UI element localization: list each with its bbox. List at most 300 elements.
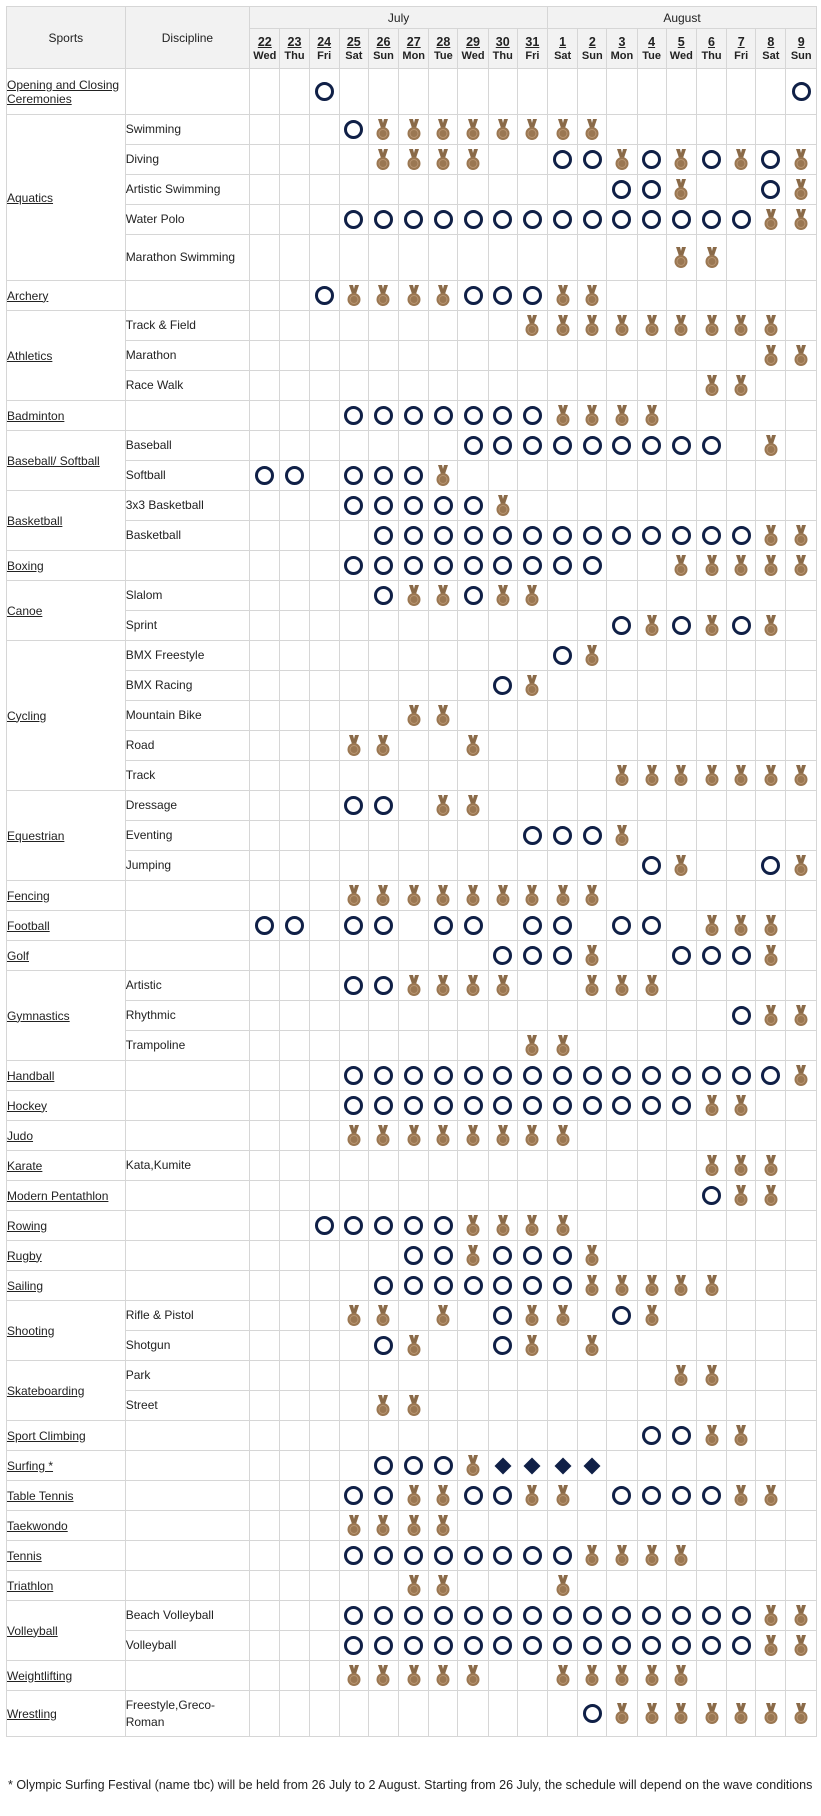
day-number-link[interactable]: 3 [618, 34, 626, 49]
sport-link[interactable]: Sailing [7, 1278, 44, 1293]
event-ring-icon [583, 1606, 602, 1625]
day-cell [607, 1301, 637, 1331]
medal-icon [763, 1005, 779, 1027]
day-cell [429, 1031, 458, 1061]
day-number-link[interactable]: 22 [257, 34, 272, 49]
medal-icon [763, 1703, 779, 1725]
day-cell [548, 911, 578, 941]
day-cell [607, 1661, 637, 1691]
sport-link[interactable]: Archery [7, 288, 49, 303]
medal-icon [763, 1605, 779, 1627]
day-cell [578, 1001, 607, 1031]
day-cell [368, 175, 398, 205]
day-cell [696, 1031, 726, 1061]
day-cell [727, 341, 756, 371]
day-cell [756, 1361, 786, 1391]
day-cell [756, 611, 786, 641]
schedule-row [7, 175, 817, 205]
day-cell [578, 1241, 607, 1271]
medal-icon [793, 149, 809, 171]
day-cell [666, 941, 696, 971]
day-cell [339, 205, 368, 235]
day-number-link[interactable]: 8 [767, 34, 775, 49]
day-cell [458, 1181, 488, 1211]
day-cell [458, 791, 488, 821]
day-cell [309, 1421, 339, 1451]
event-ring-icon [642, 150, 661, 169]
day-cell [368, 521, 398, 551]
day-cell [548, 941, 578, 971]
schedule-row [7, 701, 817, 731]
day-cell [399, 311, 429, 341]
event-ring-icon [523, 1246, 542, 1265]
day-cell [548, 1271, 578, 1301]
medal-icon [375, 1125, 391, 1147]
event-ring-icon [642, 1636, 661, 1655]
sport-cell [7, 911, 126, 941]
day-cell [429, 1601, 458, 1631]
medal-icon [763, 345, 779, 367]
sport-cell [7, 941, 126, 971]
day-cell [280, 1541, 309, 1571]
medal-icon [763, 525, 779, 547]
day-cell [280, 851, 309, 881]
day-cell [458, 1331, 488, 1361]
schedule-row [7, 1031, 817, 1061]
day-cell [399, 341, 429, 371]
day-cell [637, 581, 666, 611]
day-cell [637, 851, 666, 881]
day-cell [429, 1091, 458, 1121]
sport-link[interactable]: Taekwondo [7, 1518, 68, 1533]
discipline-cell [125, 1271, 250, 1301]
event-ring-icon [553, 210, 572, 229]
day-cell [607, 1091, 637, 1121]
discipline-cell: Shotgun [125, 1331, 250, 1361]
event-ring-icon [464, 556, 483, 575]
sport-link[interactable]: Triathlon [7, 1578, 54, 1593]
day-cell [607, 341, 637, 371]
medal-icon [644, 975, 660, 997]
day-cell [548, 1631, 578, 1661]
day-cell [458, 431, 488, 461]
day-number-link[interactable]: 25 [346, 34, 361, 49]
day-cell [368, 1361, 398, 1391]
day-cell [696, 341, 726, 371]
day-cell [309, 521, 339, 551]
day-cell [696, 175, 726, 205]
sport-link[interactable]: Table Tennis [7, 1488, 74, 1503]
sport-link[interactable]: Boxing [7, 558, 44, 573]
medal-icon [763, 945, 779, 967]
day-cell [696, 1481, 726, 1511]
sport-link[interactable]: Aquatics [7, 190, 54, 205]
event-ring-icon [493, 556, 512, 575]
day-cell [696, 235, 726, 281]
day-cell [368, 1541, 398, 1571]
day-cell [517, 1121, 547, 1151]
sport-link[interactable]: Cycling [7, 708, 47, 723]
day-cell [666, 971, 696, 1001]
medal-icon [763, 1185, 779, 1207]
day-cell [368, 371, 398, 401]
day-cell [727, 115, 756, 145]
sport-link[interactable]: Judo [7, 1128, 34, 1143]
day-cell [280, 971, 309, 1001]
day-cell [696, 641, 726, 671]
day-cell [250, 175, 280, 205]
day-cell [517, 1001, 547, 1031]
event-ring-icon [672, 1426, 691, 1445]
day-cell [548, 851, 578, 881]
sport-link[interactable]: Skateboarding [7, 1383, 85, 1398]
day-cell [666, 881, 696, 911]
day-cell [280, 1451, 309, 1481]
sport-cell [7, 1481, 126, 1511]
sport-link[interactable]: Tennis [7, 1548, 42, 1563]
medal-icon [733, 1703, 749, 1725]
day-cell [696, 1631, 726, 1661]
day-cell [517, 1241, 547, 1271]
discipline-cell: Swimming [125, 115, 250, 145]
discipline-cell [125, 401, 250, 431]
day-cell [637, 1511, 666, 1541]
medal-icon [733, 1095, 749, 1117]
day-cell [637, 115, 666, 145]
day-cell [666, 461, 696, 491]
medal-icon [763, 1635, 779, 1657]
day-of-week: Tue [434, 49, 453, 62]
event-ring-icon [404, 1276, 423, 1295]
day-cell [578, 1091, 607, 1121]
day-cell [786, 1121, 817, 1151]
medal-icon [793, 855, 809, 877]
day-cell [727, 1091, 756, 1121]
day-cell [368, 791, 398, 821]
day-cell [578, 175, 607, 205]
day-cell [458, 341, 488, 371]
sport-link[interactable]: Badminton [7, 408, 65, 423]
day-cell [786, 69, 817, 115]
day-cell [399, 521, 429, 551]
sport-link[interactable]: Karate [7, 1158, 43, 1173]
day-cell [786, 1661, 817, 1691]
day-cell [637, 401, 666, 431]
sport-link[interactable]: Surfing * [7, 1458, 54, 1473]
medal-icon [733, 765, 749, 787]
schedule-row [7, 521, 817, 551]
day-cell [458, 1211, 488, 1241]
sport-link[interactable]: Gymnastics [7, 1008, 70, 1023]
medal-icon [555, 1575, 571, 1597]
day-cell [666, 731, 696, 761]
day-cell [429, 1151, 458, 1181]
day-cell [607, 881, 637, 911]
medal-icon [763, 615, 779, 637]
day-cell [727, 941, 756, 971]
day-of-week: Wed [253, 49, 277, 62]
day-cell [607, 1061, 637, 1091]
day-cell [517, 1091, 547, 1121]
day-cell [607, 611, 637, 641]
day-cell [727, 401, 756, 431]
discipline-cell: Artistic Swimming [125, 175, 250, 205]
day-cell [637, 1391, 666, 1421]
day-number-link[interactable]: 30 [495, 34, 510, 49]
day-cell [309, 1391, 339, 1421]
olympic-schedule-table [6, 6, 817, 1737]
day-cell [578, 1391, 607, 1421]
day-cell [280, 1481, 309, 1511]
day-cell [578, 881, 607, 911]
day-cell [280, 1421, 309, 1451]
day-cell [429, 1361, 458, 1391]
day-cell [756, 1631, 786, 1661]
day-of-week: Tue [642, 49, 661, 62]
sport-link[interactable]: Shooting [7, 1323, 55, 1338]
sport-link[interactable]: Wrestling [7, 1706, 57, 1721]
day-cell [517, 1631, 547, 1661]
sport-link[interactable]: Football [7, 918, 50, 933]
discipline-cell: Race Walk [125, 371, 250, 401]
sport-link[interactable]: Fencing [7, 888, 50, 903]
sport-link[interactable]: Handball [7, 1068, 55, 1083]
discipline-cell: Track & Field [125, 311, 250, 341]
discipline-cell [125, 1511, 250, 1541]
day-of-week: Fri [525, 49, 540, 62]
day-cell [548, 205, 578, 235]
day-cell [399, 175, 429, 205]
schedule-row [7, 791, 817, 821]
day-cell [637, 971, 666, 1001]
day-cell [548, 1421, 578, 1451]
sport-link[interactable]: Opening and Closing Ceremonies [7, 77, 120, 106]
day-cell [458, 205, 488, 235]
day-of-week: Fri [317, 49, 332, 62]
medal-icon [763, 209, 779, 231]
day-cell [786, 1061, 817, 1091]
day-cell [666, 1601, 696, 1631]
event-ring-icon [374, 1606, 393, 1625]
day-cell [756, 1091, 786, 1121]
sport-link[interactable]: Golf [7, 948, 30, 963]
day-number-link[interactable]: 23 [287, 34, 302, 49]
day-number-link[interactable]: 2 [588, 34, 596, 49]
day-cell [756, 1661, 786, 1691]
day-cell [488, 1571, 517, 1601]
day-cell [696, 551, 726, 581]
sport-cell [7, 281, 126, 311]
day-cell [637, 1691, 666, 1737]
event-ring-icon [702, 1606, 721, 1625]
day-cell [429, 701, 458, 731]
day-cell [548, 115, 578, 145]
sport-link[interactable]: Baseball/ Softball [7, 453, 100, 468]
schedule-row [7, 69, 817, 115]
sport-link[interactable]: Canoe [7, 603, 43, 618]
medal-icon [435, 1485, 451, 1507]
day-cell [368, 941, 398, 971]
sport-link[interactable]: Modern Pentathlon [7, 1188, 109, 1203]
day-cell [786, 1241, 817, 1271]
medal-icon [524, 1125, 540, 1147]
medal-icon [524, 675, 540, 697]
event-ring-icon [612, 1096, 631, 1115]
day-cell [786, 1421, 817, 1451]
day-cell [727, 235, 756, 281]
event-ring-icon [344, 1606, 363, 1625]
event-ring-icon [434, 1216, 453, 1235]
event-ring-icon [493, 676, 512, 695]
day-cell [666, 1691, 696, 1737]
medal-icon [524, 885, 540, 907]
day-of-week: Sun [373, 49, 394, 62]
medal-icon [673, 1545, 689, 1567]
day-cell [696, 311, 726, 341]
sport-cell [7, 881, 126, 911]
event-ring-icon [583, 826, 602, 845]
event-ring-icon [404, 1246, 423, 1265]
sport-link[interactable]: Sport Climbing [7, 1428, 86, 1443]
day-number-link[interactable]: 26 [376, 34, 391, 49]
sport-link[interactable]: Athletics [7, 348, 53, 363]
day-cell [429, 1271, 458, 1301]
day-of-week: Mon [610, 49, 634, 62]
medal-icon [644, 1305, 660, 1327]
day-number-link[interactable]: 31 [525, 34, 540, 49]
event-ring-icon [493, 1306, 512, 1325]
day-cell [786, 115, 817, 145]
sport-link[interactable]: Hockey [7, 1098, 48, 1113]
day-cell [666, 851, 696, 881]
event-ring-icon [434, 1066, 453, 1085]
discipline-cell [125, 1211, 250, 1241]
day-number-link[interactable]: 6 [708, 34, 715, 49]
day-number-link[interactable]: 7 [737, 34, 745, 49]
day-cell [488, 1001, 517, 1031]
day-cell [399, 461, 429, 491]
sport-link[interactable]: Rugby [7, 1248, 42, 1263]
day-cell [280, 941, 309, 971]
day-cell [429, 821, 458, 851]
medal-icon [584, 119, 600, 141]
sport-link[interactable]: Equestrian [7, 828, 65, 843]
day-number-link[interactable]: 1 [559, 34, 567, 49]
day-cell [607, 175, 637, 205]
sport-cell [7, 551, 126, 581]
medal-icon [346, 1125, 362, 1147]
day-cell [399, 1691, 429, 1737]
day-cell [517, 1181, 547, 1211]
event-ring-icon [464, 436, 483, 455]
day-number-link[interactable]: 4 [648, 34, 656, 49]
day-header [607, 29, 637, 69]
event-ring-icon [761, 856, 780, 875]
day-cell [607, 1541, 637, 1571]
day-cell [578, 1661, 607, 1691]
sport-cell [7, 1061, 126, 1091]
day-number-link[interactable]: 24 [317, 34, 332, 49]
sport-cell [7, 401, 126, 431]
day-number-link[interactable]: 9 [797, 34, 805, 49]
sport-cell [7, 1211, 126, 1241]
day-number-link[interactable]: 28 [436, 34, 451, 49]
day-cell [250, 1121, 280, 1151]
day-cell [488, 69, 517, 115]
day-cell [488, 1331, 517, 1361]
day-cell [756, 551, 786, 581]
medal-icon [614, 1703, 630, 1725]
day-cell [607, 1331, 637, 1361]
day-cell [637, 821, 666, 851]
discipline-cell: Jumping [125, 851, 250, 881]
day-cell [727, 1481, 756, 1511]
day-cell [786, 1301, 817, 1331]
day-cell [756, 581, 786, 611]
day-cell [309, 175, 339, 205]
event-ring-icon [434, 1276, 453, 1295]
schedule-row [7, 1391, 817, 1421]
day-cell [548, 1181, 578, 1211]
medal-icon [733, 149, 749, 171]
medal-icon [406, 1575, 422, 1597]
day-cell [339, 1121, 368, 1151]
schedule-row [7, 611, 817, 641]
sport-link[interactable]: Volleyball [7, 1623, 58, 1638]
day-cell [696, 701, 726, 731]
day-cell [517, 115, 547, 145]
discipline-cell [125, 1241, 250, 1271]
event-ring-icon [374, 976, 393, 995]
event-ring-icon [642, 1096, 661, 1115]
medal-icon [614, 1275, 630, 1297]
day-cell [727, 1391, 756, 1421]
day-cell [786, 461, 817, 491]
medal-icon [375, 1305, 391, 1327]
event-ring-icon [553, 556, 572, 575]
day-cell [368, 491, 398, 521]
day-number-link[interactable]: 5 [677, 34, 685, 49]
sport-cell [7, 1361, 126, 1421]
day-cell [280, 1331, 309, 1361]
day-cell [548, 281, 578, 311]
schedule-row [7, 205, 817, 235]
sport-link[interactable]: Weightlifting [7, 1668, 73, 1683]
day-cell [429, 431, 458, 461]
day-cell [786, 1541, 817, 1571]
day-cell [727, 461, 756, 491]
day-cell [368, 1301, 398, 1331]
day-cell [607, 821, 637, 851]
day-cell [488, 1121, 517, 1151]
medal-icon [465, 1245, 481, 1267]
day-cell [607, 1511, 637, 1541]
day-cell [696, 521, 726, 551]
day-cell [250, 1211, 280, 1241]
day-cell [309, 851, 339, 881]
day-number-link[interactable]: 29 [466, 34, 480, 49]
day-number-link[interactable]: 27 [406, 34, 421, 49]
day-cell [786, 851, 817, 881]
sport-link[interactable]: Basketball [7, 513, 63, 528]
day-cell [727, 851, 756, 881]
day-cell [280, 341, 309, 371]
diamond-icon [584, 1458, 601, 1475]
day-cell [250, 235, 280, 281]
day-cell [696, 1601, 726, 1631]
medal-icon [763, 915, 779, 937]
sport-link[interactable]: Rowing [7, 1218, 48, 1233]
